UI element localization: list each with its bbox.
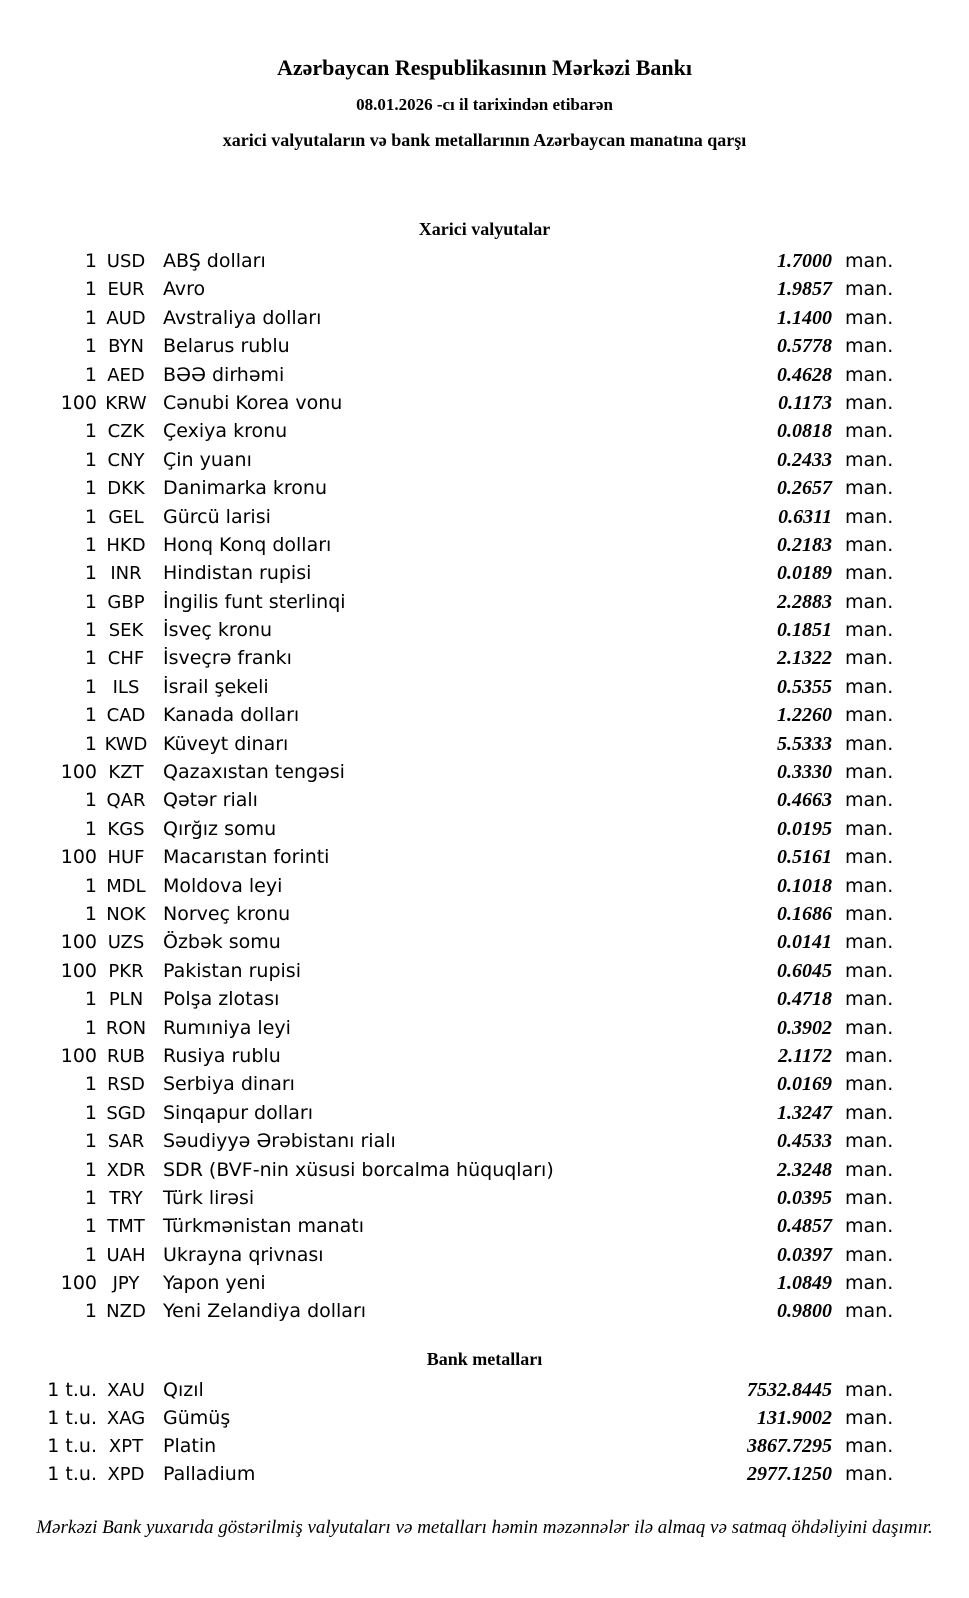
row-quantity: 1 <box>84 477 97 500</box>
currency-row <box>0 1184 969 1212</box>
row-currency-name: Səudiyyə Ərəbistanı rialı <box>163 1130 396 1153</box>
row-quantity: 1 t.u. <box>47 1406 97 1429</box>
row-currency-name: Avro <box>163 278 206 301</box>
row-currency-code: GBP <box>107 591 145 613</box>
row-quantity: 1 <box>84 704 97 727</box>
row-currency-code: INR <box>110 563 142 585</box>
row-currency-name: Qırğız somu <box>163 817 277 840</box>
unit-label: man. <box>845 278 894 301</box>
row-currency-name: Serbiya dinarı <box>163 1073 295 1096</box>
row-currency-code: DKK <box>107 478 145 500</box>
row-currency-name: Sinqapur dolları <box>163 1101 314 1124</box>
row-currency-code: NZD <box>106 1301 146 1323</box>
currency-row <box>0 1042 969 1070</box>
row-quantity: 1 <box>84 250 97 272</box>
row-rate-value: 7532.8445 <box>747 1378 832 1401</box>
currency-row <box>0 701 969 729</box>
row-quantity: 100 <box>60 931 97 954</box>
unit-label: man. <box>845 817 894 840</box>
row-currency-code: USD <box>106 251 146 272</box>
row-currency-code: TMT <box>107 1216 145 1238</box>
row-quantity: 100 <box>60 846 97 869</box>
row-rate-value: 1.9857 <box>777 278 832 301</box>
row-quantity: 1 t.u. <box>47 1462 97 1485</box>
row-rate-value: 1.7000 <box>777 250 832 272</box>
row-rate-value: 0.4857 <box>777 1215 832 1238</box>
row-rate-value: 0.5355 <box>777 675 832 698</box>
unit-label: man. <box>845 1243 894 1266</box>
currency-row <box>0 985 969 1013</box>
row-currency-code: HUF <box>107 847 145 869</box>
row-currency-code: AED <box>107 364 145 386</box>
unit-label: man. <box>845 1016 894 1039</box>
row-rate-value: 3867.7295 <box>747 1434 832 1457</box>
currency-row <box>0 872 969 900</box>
currency-row <box>0 1099 969 1127</box>
row-rate-value: 0.0169 <box>777 1073 832 1096</box>
unit-label: man. <box>845 1073 894 1096</box>
unit-label: man. <box>845 1158 894 1181</box>
currency-row <box>0 1156 969 1184</box>
row-rate-value: 2.1322 <box>777 647 832 670</box>
row-currency-code: AUD <box>106 307 146 329</box>
unit-label: man. <box>845 789 894 812</box>
unit-label: man. <box>845 619 894 642</box>
row-currency-code: KGS <box>107 818 145 840</box>
metal-row <box>0 1404 969 1432</box>
row-rate-value: 131.9002 <box>757 1406 832 1429</box>
currency-row <box>0 843 969 871</box>
unit-label: man. <box>845 874 894 897</box>
row-currency-code: CAD <box>106 705 146 727</box>
row-currency-code: SAR <box>107 1131 145 1153</box>
row-rate-value: 0.0395 <box>777 1186 832 1209</box>
unit-label: man. <box>845 704 894 727</box>
currency-row <box>0 616 969 644</box>
row-quantity: 1 <box>84 1158 97 1181</box>
unit-label: man. <box>845 448 894 471</box>
unit-label: man. <box>845 761 894 784</box>
row-currency-name: Pakistan rupisi <box>163 959 301 982</box>
row-rate-value: 0.0195 <box>777 817 832 840</box>
row-currency-code: PLN <box>108 989 144 1011</box>
row-currency-name: Macarıstan forinti <box>163 846 330 869</box>
row-rate-value: 0.4718 <box>777 988 832 1011</box>
row-quantity: 1 <box>84 562 97 585</box>
row-currency-name: Norveç kronu <box>163 902 291 925</box>
row-quantity: 1 <box>84 335 97 358</box>
currency-row <box>0 332 969 360</box>
unit-label: man. <box>845 1101 894 1124</box>
row-currency-name: Palladium <box>163 1462 256 1485</box>
row-rate-value: 0.4628 <box>777 363 832 386</box>
row-rate-value: 0.2657 <box>777 477 832 500</box>
currency-table <box>0 247 969 1326</box>
row-rate-value: 5.5333 <box>777 732 832 755</box>
currency-row <box>0 730 969 758</box>
row-currency-name: Yapon yeni <box>163 1272 266 1295</box>
currency-row <box>0 1297 969 1325</box>
row-currency-name: İsrail şekeli <box>163 675 269 698</box>
row-quantity: 1 <box>84 1300 97 1323</box>
currency-row <box>0 531 969 559</box>
unit-label: man. <box>845 1300 894 1323</box>
row-currency-name: Küveyt dinarı <box>163 732 289 755</box>
row-quantity: 1 <box>84 420 97 443</box>
row-currency-name: Platin <box>163 1434 217 1457</box>
unit-label: man. <box>845 1434 894 1457</box>
unit-label: man. <box>845 1044 894 1067</box>
metal-row <box>0 1432 969 1460</box>
unit-label: man. <box>845 1462 894 1485</box>
row-currency-name: Ukrayna qrivnası <box>163 1243 324 1266</box>
row-currency-name: Qızıl <box>163 1378 204 1401</box>
currencies-section-title: Xarici valyutalar <box>418 219 551 239</box>
row-quantity: 1 <box>84 505 97 528</box>
row-rate-value: 1.2260 <box>777 704 832 727</box>
row-currency-name: Hindistan rupisi <box>163 562 312 585</box>
row-quantity: 100 <box>60 1272 97 1295</box>
row-rate-value: 1.3247 <box>777 1101 832 1124</box>
row-currency-code: KZT <box>108 762 144 784</box>
unit-label: man. <box>845 335 894 358</box>
row-currency-code: XPT <box>108 1435 144 1457</box>
row-rate-value: 0.5161 <box>777 846 832 869</box>
row-currency-name: Yeni Zelandiya dolları <box>163 1300 367 1323</box>
row-currency-code: ILS <box>112 676 140 698</box>
currency-row <box>0 588 969 616</box>
row-quantity: 1 <box>84 306 97 329</box>
row-quantity: 1 <box>84 1243 97 1266</box>
row-quantity: 1 <box>84 363 97 386</box>
unit-label: man. <box>845 391 894 414</box>
row-currency-name: Kanada dolları <box>163 704 300 727</box>
row-rate-value: 0.2183 <box>777 533 832 556</box>
row-rate-value: 0.0397 <box>777 1243 832 1266</box>
row-currency-code: UZS <box>107 932 145 954</box>
row-quantity: 1 <box>84 874 97 897</box>
row-currency-code: XDR <box>106 1159 146 1181</box>
unit-label: man. <box>845 1215 894 1238</box>
unit-label: man. <box>845 732 894 755</box>
currency-row <box>0 389 969 417</box>
currency-row <box>0 786 969 814</box>
row-currency-code: HKD <box>106 534 146 556</box>
row-quantity: 100 <box>60 1044 97 1067</box>
unit-label: man. <box>845 250 894 272</box>
row-currency-name: BƏƏ dirhəmi <box>163 363 285 386</box>
row-rate-value: 1.0849 <box>777 1272 832 1295</box>
unit-label: man. <box>845 590 894 613</box>
metals-section-title: Bank metalları <box>426 1348 543 1369</box>
row-quantity: 1 t.u. <box>47 1434 97 1457</box>
unit-label: man. <box>845 1378 894 1401</box>
unit-label: man. <box>845 1406 894 1429</box>
row-rate-value: 2.2883 <box>777 590 832 613</box>
currency-row <box>0 758 969 786</box>
row-currency-code: PKR <box>108 960 144 982</box>
currency-row <box>0 1014 969 1042</box>
row-currency-code: JPY <box>112 1273 140 1295</box>
row-currency-name: Avstraliya dolları <box>163 306 322 329</box>
currency-row <box>0 361 969 389</box>
row-quantity: 1 <box>84 789 97 812</box>
unit-label: man. <box>845 988 894 1011</box>
row-quantity: 1 <box>84 278 97 301</box>
unit-label: man. <box>845 363 894 386</box>
row-rate-value: 0.1018 <box>777 874 832 897</box>
row-currency-code: CNY <box>107 449 145 471</box>
row-rate-value: 0.2433 <box>777 448 832 471</box>
currency-row <box>0 559 969 587</box>
currency-row <box>0 304 969 332</box>
unit-label: man. <box>845 959 894 982</box>
currency-row <box>0 247 969 275</box>
row-currency-name: Danimarka kronu <box>163 477 328 500</box>
row-currency-name: Türkmənistan manatı <box>163 1215 365 1238</box>
row-quantity: 1 <box>84 732 97 755</box>
row-currency-name: Çexiya kronu <box>163 420 288 443</box>
currency-row <box>0 474 969 502</box>
row-currency-name: Gürcü larisi <box>163 505 271 528</box>
row-currency-code: BYN <box>108 336 144 358</box>
currency-row <box>0 275 969 303</box>
row-currency-code: XAG <box>106 1407 146 1429</box>
row-quantity: 1 <box>84 1073 97 1096</box>
currency-row <box>0 1070 969 1098</box>
row-currency-code: XAU <box>107 1379 145 1401</box>
row-quantity: 1 <box>84 647 97 670</box>
row-quantity: 1 <box>84 817 97 840</box>
row-quantity: 1 <box>84 988 97 1011</box>
row-rate-value: 0.6311 <box>778 505 832 528</box>
unit-label: man. <box>845 1186 894 1209</box>
row-rate-value: 0.0141 <box>777 931 832 954</box>
document-subtitle: xarici valyutaların və bank metallarının Azərbaycan manatına qarşı <box>222 130 747 150</box>
row-quantity: 100 <box>60 391 97 414</box>
row-quantity: 1 <box>84 1130 97 1153</box>
row-rate-value: 0.1686 <box>777 902 832 925</box>
row-currency-name: Özbək somu <box>163 931 281 954</box>
row-currency-code: XPD <box>107 1463 145 1485</box>
currency-row <box>0 815 969 843</box>
row-currency-code: RSD <box>107 1074 145 1096</box>
row-quantity: 100 <box>60 959 97 982</box>
row-quantity: 1 <box>84 1215 97 1238</box>
row-currency-name: Rusiya rublu <box>163 1044 281 1067</box>
row-currency-code: RUB <box>106 1045 146 1067</box>
currency-row <box>0 417 969 445</box>
disclaimer-note: Mərkəzi Bank yuxarıda göstərilmiş valyutaları və metalları həmin məzənnələr ilə almaq və satmaq öhdəliyini daşımır. <box>36 1516 933 1538</box>
currency-row <box>0 503 969 531</box>
row-rate-value: 2977.1250 <box>747 1462 832 1485</box>
row-quantity: 1 <box>84 533 97 556</box>
row-quantity: 1 <box>84 619 97 642</box>
row-currency-name: İsveç kronu <box>163 619 273 642</box>
row-rate-value: 0.1173 <box>778 391 832 414</box>
unit-label: man. <box>845 505 894 528</box>
row-currency-name: SDR (BVF-nin xüsusi borcalma hüquqları) <box>163 1158 554 1181</box>
row-currency-name: Cənubi Korea vonu <box>163 391 343 414</box>
currency-row <box>0 673 969 701</box>
unit-label: man. <box>845 902 894 925</box>
row-rate-value: 0.9800 <box>777 1300 832 1323</box>
row-rate-value: 0.3902 <box>777 1016 832 1039</box>
unit-label: man. <box>845 306 894 329</box>
row-rate-value: 0.6045 <box>777 959 832 982</box>
unit-label: man. <box>845 420 894 443</box>
metal-row <box>0 1460 969 1488</box>
currency-row <box>0 1269 969 1297</box>
row-quantity: 100 <box>60 761 97 784</box>
currency-row <box>0 900 969 928</box>
row-rate-value: 2.1172 <box>778 1044 832 1067</box>
row-quantity: 1 t.u. <box>47 1378 97 1401</box>
row-quantity: 1 <box>84 448 97 471</box>
row-currency-name: Qazaxıstan tengəsi <box>163 761 345 784</box>
unit-label: man. <box>845 1130 894 1153</box>
metal-table <box>0 1376 969 1488</box>
row-currency-code: NOK <box>106 903 146 925</box>
row-currency-name: Türk lirəsi <box>163 1186 255 1209</box>
row-currency-name: Polşa zlotası <box>163 988 280 1011</box>
currency-row <box>0 1212 969 1240</box>
row-currency-code: QAR <box>106 790 146 812</box>
row-quantity: 1 <box>84 1016 97 1039</box>
row-currency-code: KRW <box>105 392 147 414</box>
row-rate-value: 0.1851 <box>777 619 832 642</box>
unit-label: man. <box>845 846 894 869</box>
row-currency-name: Moldova leyi <box>163 874 283 897</box>
row-currency-name: Belarus rublu <box>163 335 290 358</box>
unit-label: man. <box>845 647 894 670</box>
document-header <box>0 0 969 152</box>
row-currency-code: SGD <box>106 1102 146 1124</box>
row-currency-name: Qətər rialı <box>163 789 258 812</box>
row-currency-name: İsveçrə frankı <box>163 647 292 670</box>
row-quantity: 1 <box>84 1186 97 1209</box>
row-currency-code: KWD <box>104 733 148 755</box>
row-currency-name: Gümüş <box>163 1406 231 1429</box>
row-currency-code: UAH <box>106 1244 146 1266</box>
row-currency-code: EUR <box>107 279 145 301</box>
bank-title: Azərbaycan Respublikasının Mərkəzi Bankı <box>277 55 692 80</box>
row-currency-code: MDL <box>106 875 146 897</box>
currency-row <box>0 928 969 956</box>
row-currency-name: ABŞ dolları <box>163 250 266 272</box>
row-quantity: 1 <box>84 675 97 698</box>
currency-row <box>0 644 969 672</box>
row-currency-code: TRY <box>109 1187 143 1209</box>
row-rate-value: 0.5778 <box>777 335 832 358</box>
row-currency-code: CHF <box>107 648 145 670</box>
row-rate-value: 0.4533 <box>777 1130 832 1153</box>
row-currency-name: İngilis funt sterlinqi <box>163 590 346 613</box>
row-rate-value: 2.3248 <box>777 1158 832 1181</box>
row-quantity: 1 <box>84 902 97 925</box>
row-rate-value: 0.4663 <box>777 789 832 812</box>
unit-label: man. <box>845 562 894 585</box>
row-currency-name: Honq Konq dolları <box>163 533 332 556</box>
unit-label: man. <box>845 1272 894 1295</box>
effective-date: 08.01.2026 -cı il tarixindən etibarən <box>356 95 613 114</box>
row-rate-value: 0.3330 <box>777 761 832 784</box>
row-quantity: 1 <box>84 1101 97 1124</box>
currency-row <box>0 1127 969 1155</box>
currency-row <box>0 1241 969 1269</box>
metal-row <box>0 1376 969 1404</box>
row-currency-code: CZK <box>107 421 145 443</box>
row-rate-value: 0.0818 <box>777 420 832 443</box>
row-currency-code: SEK <box>108 620 144 642</box>
row-quantity: 1 <box>84 590 97 613</box>
row-currency-name: Rumıniya leyi <box>163 1016 291 1039</box>
row-currency-code: RON <box>105 1017 147 1039</box>
currency-row <box>0 957 969 985</box>
unit-label: man. <box>845 675 894 698</box>
unit-label: man. <box>845 477 894 500</box>
unit-label: man. <box>845 533 894 556</box>
unit-label: man. <box>845 931 894 954</box>
row-rate-value: 0.0189 <box>777 562 832 585</box>
row-currency-name: Çin yuanı <box>163 448 252 471</box>
row-currency-code: GEL <box>108 506 144 528</box>
row-rate-value: 1.1400 <box>777 306 832 329</box>
currency-row <box>0 446 969 474</box>
